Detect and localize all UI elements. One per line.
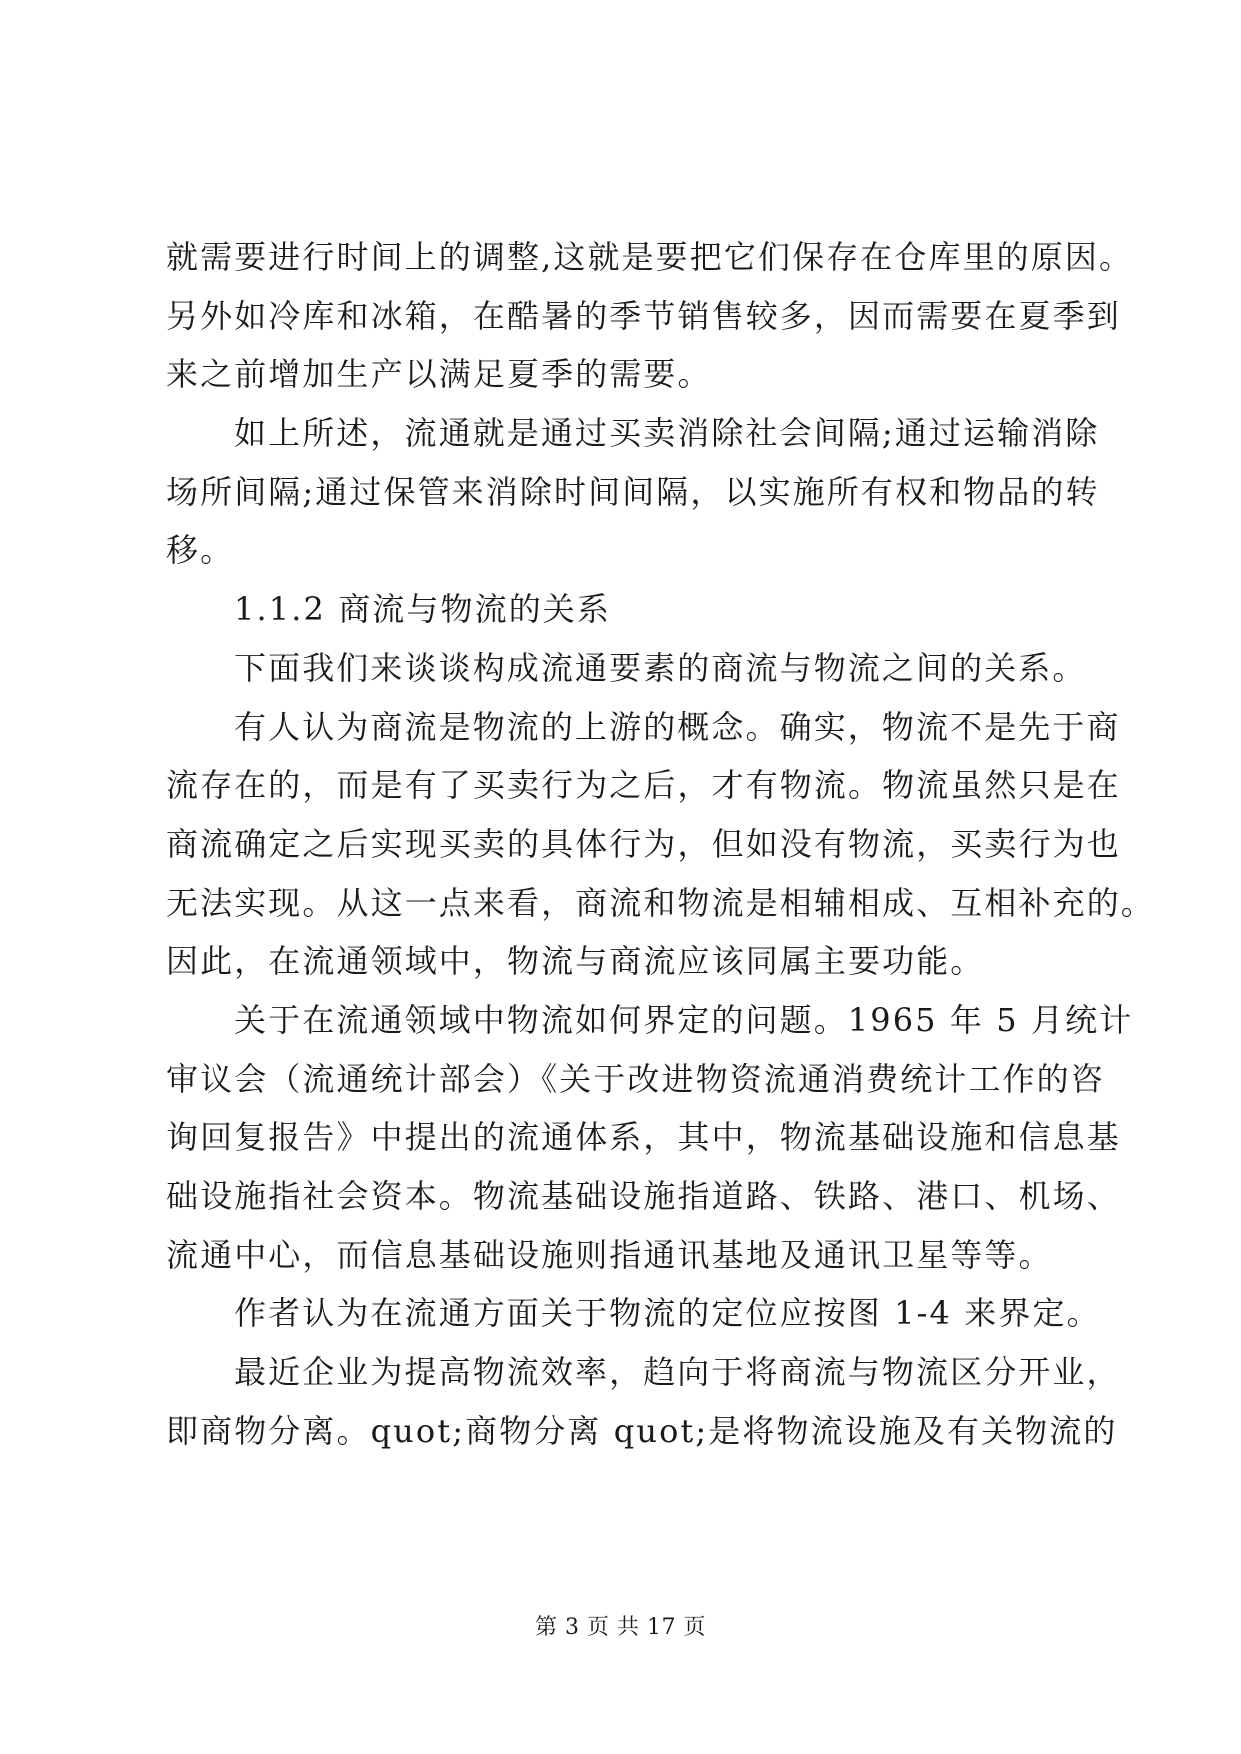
text-line: 关于在流通领域中物流如何界定的问题。1965 年 5 月统计 — [234, 1000, 1134, 1039]
page-number-footer: 第 3 页 共 17 页 — [535, 1615, 706, 1640]
text-line: 如上所述，流通就是通过买卖消除社会间隔;通过运输消除 — [234, 414, 1100, 453]
text-line: 询回复报告》中提出的流通体系，其中，物流基础设施和信息基 — [166, 1118, 1121, 1157]
text-line: 另外如冷库和冰箱，在酷暑的季节销售较多，因而需要在夏季到 — [166, 296, 1121, 335]
text-line: 下面我们来谈谈构成流通要素的商流与物流之间的关系。 — [234, 648, 1087, 687]
text-line: 即商物分离。quot;商物分离 quot;是将物流设施及有关物流的 — [166, 1411, 1118, 1450]
text-line: 来之前增加生产以满足夏季的需要。 — [166, 355, 712, 394]
text-line: 流存在的，而是有了买卖行为之后，才有物流。物流虽然只是在 — [166, 766, 1121, 805]
text-line: 无法实现。从这一点来看，商流和物流是相辅相成、互相补充的。 — [166, 883, 1155, 922]
text-line: 审议会（流通统计部会）《关于改进物资流通消费统计工作的咨 — [166, 1059, 1105, 1098]
text-line: 有人认为商流是物流的上游的概念。确实，物流不是先于商 — [234, 707, 1121, 746]
text-line: 移。 — [166, 531, 235, 570]
text-line: 因此，在流通领域中，物流与商流应该同属主要功能。 — [166, 942, 985, 981]
text-line: 作者认为在流通方面关于物流的定位应按图 1-4 来界定。 — [234, 1294, 1101, 1333]
text-line: 础设施指社会资本。物流基础设施指道路、铁路、港口、机场、 — [166, 1177, 1121, 1215]
body-text — [166, 228, 1155, 1460]
text-line: 最近企业为提高物流效率，趋向于将商流与物流区分开业， — [234, 1353, 1121, 1392]
text-line: 流通中心，而信息基础设施则指通讯基地及通讯卫星等等。 — [166, 1235, 1053, 1274]
text-line: 场所间隔;通过保管来消除时间间隔，以实施所有权和物品的转 — [166, 472, 1100, 511]
text-line: 就需要进行时间上的调整,这就是要把它们保存在仓库里的原因。 — [166, 238, 1134, 276]
section-heading: 1.1.2 商流与物流的关系 — [234, 590, 611, 629]
text-line: 商流确定之后实现买卖的具体行为，但如没有物流，买卖行为也 — [166, 824, 1121, 863]
